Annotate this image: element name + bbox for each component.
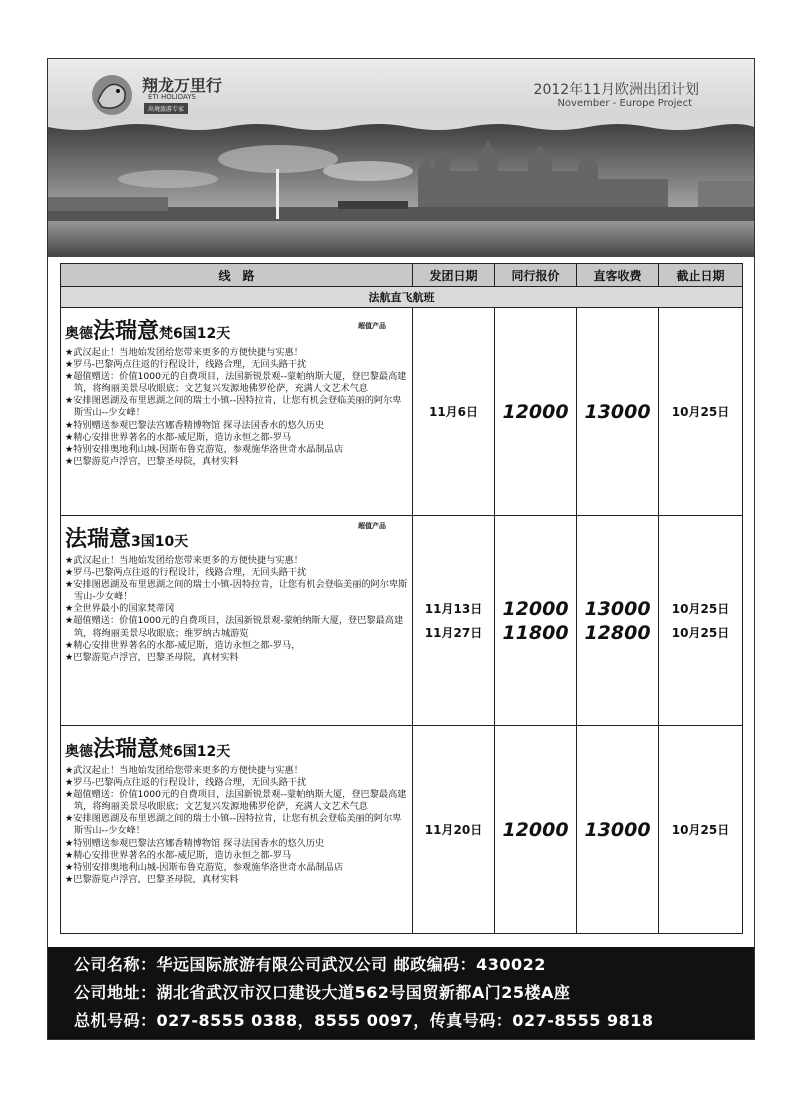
route-title-suffix: 3国10天: [131, 534, 189, 550]
route-description: [61, 516, 413, 726]
list-item: ★ 罗马-巴黎两点往返的行程设计，线路合理，无回头路干扰: [65, 567, 408, 579]
route-title: [65, 732, 408, 763]
route-highlights: [65, 765, 408, 886]
plan-title: 2012年11月欧洲出团计划: [533, 82, 699, 98]
list-item: ★ 全世界最小的国家梵蒂冈: [65, 603, 408, 615]
company-name-line: 公司名称：华远国际旅游有限公司武汉公司 邮政编码：430022: [74, 955, 546, 974]
list-item: ★ 特别安排奥地利山城-因斯布鲁克游览，参观施华洛世奇水晶制品店: [65, 444, 408, 456]
trade-price: 12000: [495, 726, 577, 934]
list-item: ★ 特别赠送参观巴黎法宫娜香精博物馆 探寻法国香水的悠久历史: [65, 420, 408, 432]
company-address-line: 公司地址：湖北省武汉市汉口建设大道562号国贸新都A门25楼A座: [74, 983, 571, 1002]
trade-prices: [495, 516, 577, 726]
deadline-date: 10月25日: [671, 601, 730, 616]
list-item: ★ 超值赠送：价值1000元的自费项目，法国新锐景观--蒙帕纳斯大厦，登巴黎最高建筑，将绚丽美景尽收眼底；文艺复兴发源地佛罗伦萨，充满人文艺术气息: [65, 371, 408, 395]
list-item: ★ 武汉起止！当地始发团给您带来更多的方便快捷与实惠！: [65, 555, 408, 567]
tour-schedule-table: [60, 263, 743, 934]
brand-tagline: 出境旅游专家: [144, 103, 188, 114]
list-item: ★ 精心安排世界著名的水都-威尼斯，造访永恒之都-罗马: [65, 432, 408, 444]
route-title-prefix: 奥德: [65, 326, 93, 342]
departure-dates: [413, 516, 495, 726]
list-item: ★ 安排图恩湖及布里恩湖之间的瑞士小镇--因特拉肯，让您有机会登临美丽的阿尔卑斯雪山--少女峰！: [65, 813, 408, 837]
flight-subheader: 法航直飞航班: [61, 287, 743, 308]
route-title-suffix: 梵6国12天: [159, 326, 231, 342]
route-title-main: 法瑞意: [93, 319, 160, 344]
trade-price: 12000: [495, 308, 577, 516]
list-item: ★ 巴黎游览卢浮宫，巴黎圣母院，真材实料: [65, 456, 408, 468]
route-title-main: 法瑞意: [93, 737, 160, 762]
list-item: ★ 安排图恩湖及布里恩湖之间的瑞士小镇-因特拉肯，让您有机会登临美丽的阿尔卑斯雪山-少女峰！: [65, 579, 408, 603]
list-item: ★ 安排图恩湖及布里恩湖之间的瑞士小镇--因特拉肯，让您有机会登临美丽的阿尔卑斯雪山--少女峰！: [65, 395, 408, 419]
col-header-trade-price: 同行报价: [495, 264, 577, 287]
dragon-logo-icon: [88, 71, 136, 119]
route-title: [65, 314, 408, 345]
col-header-departure: 发团日期: [413, 264, 495, 287]
value-badge: 超值产品: [358, 322, 386, 330]
list-item: ★ 罗马-巴黎两点往返的行程设计，线路合理，无回头路干扰: [65, 359, 408, 371]
route-highlights: [65, 555, 408, 664]
company-phone-line: 总机号码：027-8555 0388，8555 0097，传真号码：027-8555 9818: [74, 1011, 654, 1030]
retail-price: 13000: [577, 308, 659, 516]
retail-price: 12800: [584, 621, 651, 644]
departure-date: 11月13日: [424, 601, 483, 616]
list-item: ★ 超值赠送：价值1000元的自费项目，法国新锐景观-蒙帕纳斯大厦，登巴黎最高建筑，将绚丽美景尽收眼底；维罗纳古城游览: [65, 615, 408, 639]
subheader-row: [61, 287, 743, 308]
table-header-row: [61, 264, 743, 287]
deadline-dates: [659, 516, 743, 726]
brand-name: 翔龙万里行: [142, 76, 223, 95]
list-item: ★ 武汉起止！当地始发团给您带来更多的方便快捷与实惠！: [65, 347, 408, 359]
route-description: [61, 726, 413, 934]
col-header-deadline: 截止日期: [659, 264, 743, 287]
list-item: ★ 罗马-巴黎两点往返的行程设计，线路合理，无回头路干扰: [65, 777, 408, 789]
retail-price: 13000: [584, 597, 651, 620]
table-row: [61, 308, 743, 516]
value-badge: 超值产品: [358, 522, 386, 530]
list-item: ★ 武汉起止！当地始发团给您带来更多的方便快捷与实惠！: [65, 765, 408, 777]
departure-date: 11月6日: [413, 308, 495, 516]
route-highlights: [65, 347, 408, 468]
brand-english: ETI HOLIDAYS: [148, 93, 196, 101]
trade-price: 11800: [502, 621, 569, 644]
departure-date: 11月20日: [413, 726, 495, 934]
plan-title-english: November - Europe Project: [557, 98, 692, 109]
departure-date: 11月27日: [424, 625, 483, 640]
route-title-suffix: 梵6国12天: [159, 744, 231, 760]
company-footer: [48, 947, 754, 1039]
list-item: ★ 特别安排奥地利山城-因斯布鲁克游览，参观施华洛世奇水晶制品店: [65, 862, 408, 874]
deadline-date: 10月25日: [671, 625, 730, 640]
brochure-page: [47, 58, 755, 1040]
route-title-main: 法瑞意: [65, 527, 132, 552]
col-header-route: 线 路: [61, 264, 413, 287]
col-header-retail-price: 直客收费: [577, 264, 659, 287]
list-item: ★ 巴黎游览卢浮宫，巴黎圣母院，真材实料: [65, 874, 408, 886]
deadline-date: 10月25日: [659, 726, 743, 934]
retail-prices: [577, 516, 659, 726]
deadline-date: 10月25日: [659, 308, 743, 516]
table-row: [61, 726, 743, 934]
cathedral-banner-image: [48, 119, 754, 257]
list-item: ★ 超值赠送：价值1000元的自费项目，法国新锐景观--蒙帕纳斯大厦，登巴黎最高建筑，将绚丽美景尽收眼底；文艺复兴发源地佛罗伦萨，充满人文艺术气息: [65, 789, 408, 813]
list-item: ★ 精心安排世界著名的水都-威尼斯，造访永恒之都-罗马，: [65, 640, 408, 652]
list-item: ★ 特别赠送参观巴黎法宫娜香精博物馆 探寻法国香水的悠久历史: [65, 838, 408, 850]
route-title-prefix: 奥德: [65, 744, 93, 760]
trade-price: 12000: [502, 597, 569, 620]
route-description: [61, 308, 413, 516]
list-item: ★ 巴黎游览卢浮宫，巴黎圣母院，真材实料: [65, 652, 408, 664]
retail-price: 13000: [577, 726, 659, 934]
table-row: [61, 516, 743, 726]
list-item: ★ 精心安排世界著名的水都-威尼斯，造访永恒之都-罗马: [65, 850, 408, 862]
route-title: [65, 522, 408, 553]
